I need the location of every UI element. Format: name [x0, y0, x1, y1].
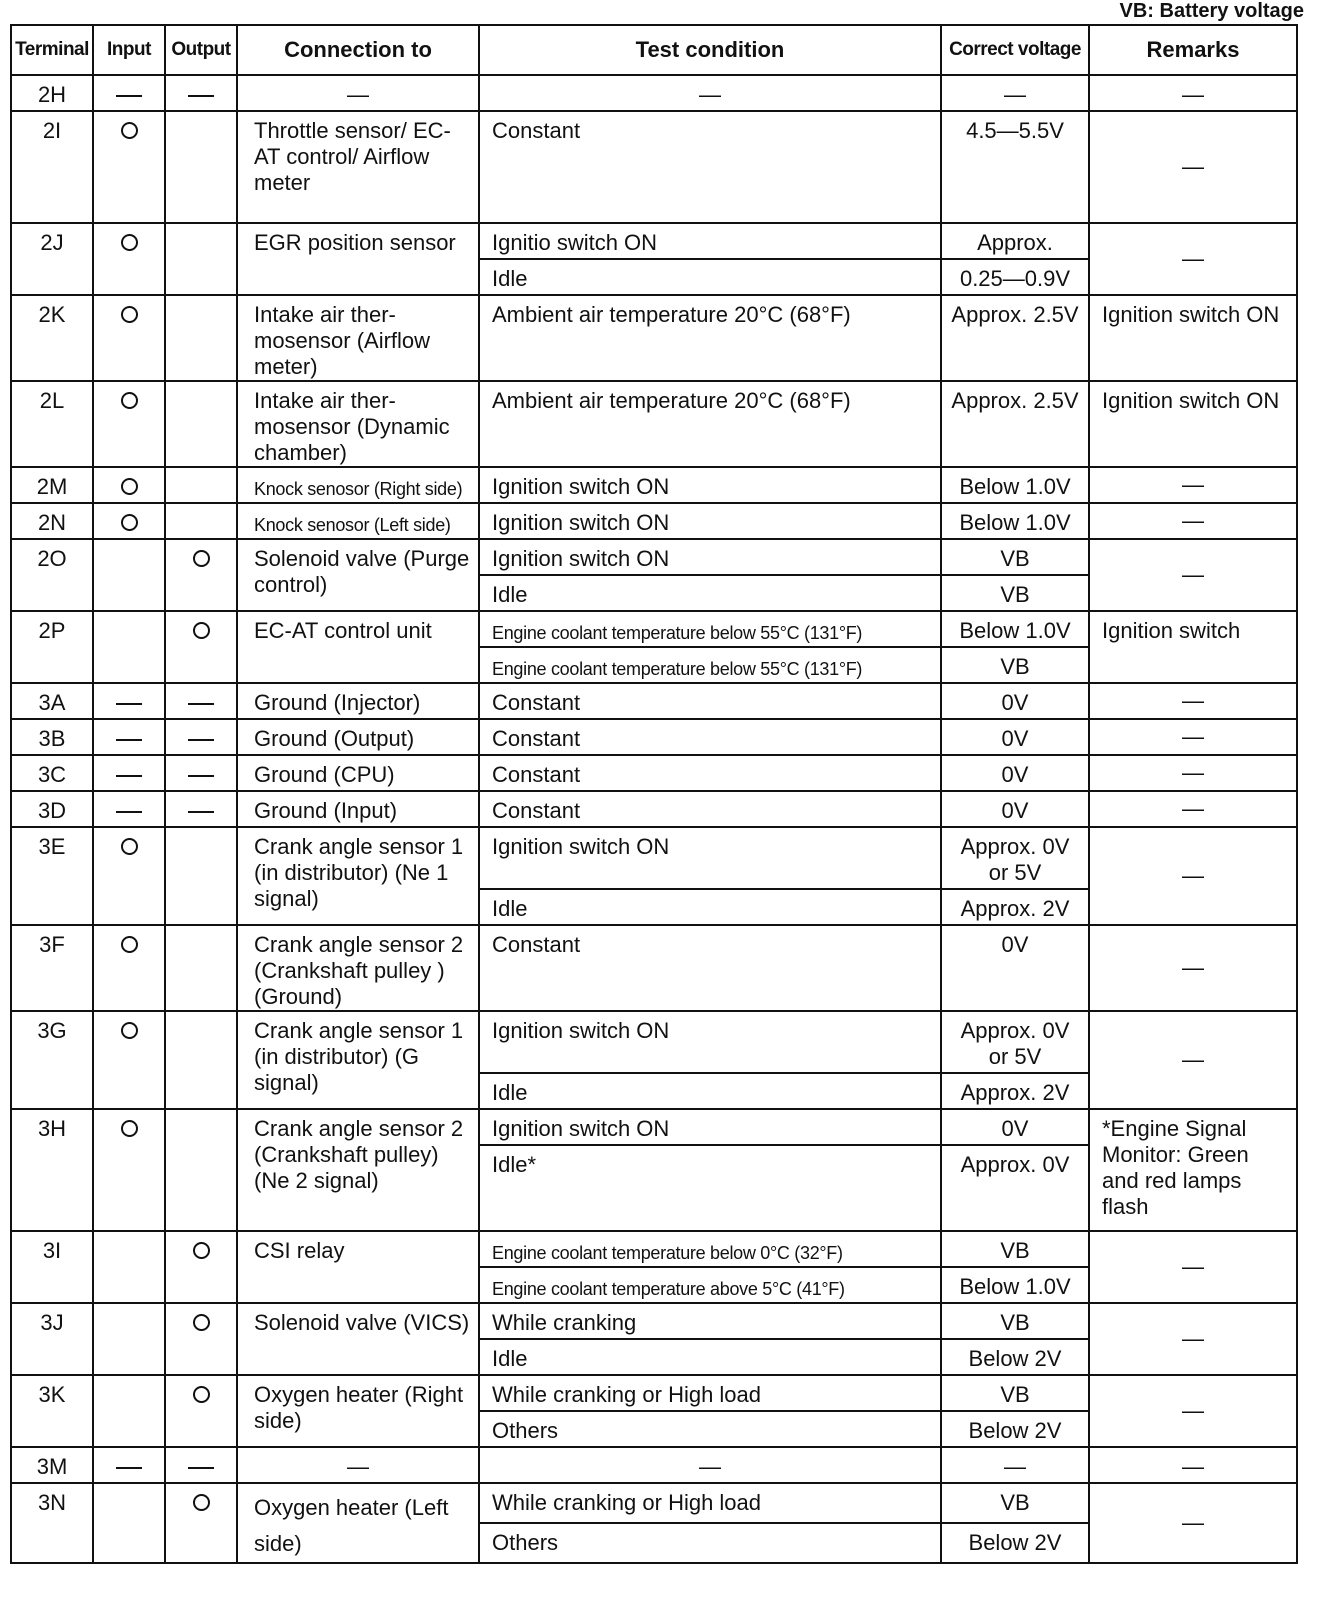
table-row	[11, 755, 1297, 791]
dash-mark	[116, 95, 142, 97]
dash-mark	[188, 703, 214, 705]
connection-cell: Knock senosor (Left side)	[237, 503, 479, 539]
battery-voltage-note: VB: Battery voltage	[1119, 0, 1304, 22]
header-connection: Connection to	[237, 25, 479, 75]
dash-mark	[116, 811, 142, 813]
voltage-cell: Below 1.0V	[941, 503, 1089, 539]
input-cell	[93, 1109, 165, 1231]
table-row	[11, 683, 1297, 719]
dash-mark	[188, 811, 214, 813]
remarks-cell: Ignition switch	[1089, 611, 1297, 683]
remarks-cell: —	[1089, 1483, 1297, 1563]
remarks-cell: —	[1089, 75, 1297, 111]
terminal-cell: 2I	[11, 111, 93, 223]
connection-cell: Crank angle sensor 1 (in distributor) (Ne 1 signal)	[237, 827, 479, 925]
voltage-cell: 0V	[941, 791, 1089, 827]
remarks-cell: —	[1089, 1447, 1297, 1483]
input-cell	[93, 755, 165, 791]
connection-cell: Ground (Output)	[237, 719, 479, 755]
test-cell: Engine coolant temperature below 0°C (32°F)	[479, 1231, 941, 1267]
table-row	[11, 791, 1297, 827]
input-circle-icon	[121, 392, 138, 409]
output-cell	[165, 1303, 237, 1375]
table-row	[11, 1375, 1297, 1411]
voltage-cell: VB	[941, 539, 1089, 575]
test-cell: Ignition switch ON	[479, 827, 941, 889]
terminal-cell: 3N	[11, 1483, 93, 1563]
remarks-cell: —	[1089, 925, 1297, 1011]
input-circle-icon	[121, 234, 138, 251]
test-cell: Constant	[479, 683, 941, 719]
output-cell	[165, 467, 237, 503]
table-row	[11, 1483, 1297, 1523]
dash-mark	[116, 1467, 142, 1469]
voltage-cell: Approx. 2.5V	[941, 295, 1089, 381]
table-row	[11, 827, 1297, 889]
test-cell: Idle	[479, 889, 941, 925]
output-cell	[165, 719, 237, 755]
voltage-cell: Approx. 2.5V	[941, 381, 1089, 467]
output-cell	[165, 539, 237, 611]
test-cell: Engine coolant temperature below 55°C (131°F)	[479, 611, 941, 647]
input-cell	[93, 1011, 165, 1109]
connection-cell: —	[237, 1447, 479, 1483]
test-cell: While cranking or High load	[479, 1483, 941, 1523]
output-cell	[165, 111, 237, 223]
voltage-cell: 0.25—0.9V	[941, 259, 1089, 295]
header-output: Output	[165, 25, 237, 75]
voltage-cell: —	[941, 1447, 1089, 1483]
connection-cell: Ground (Injector)	[237, 683, 479, 719]
terminal-cell: 3G	[11, 1011, 93, 1109]
voltage-cell: Approx. 2V	[941, 1073, 1089, 1109]
test-cell: While cranking	[479, 1303, 941, 1339]
terminal-cell: 3I	[11, 1231, 93, 1303]
connection-cell: Ground (Input)	[237, 791, 479, 827]
remarks-cell: —	[1089, 223, 1297, 295]
input-circle-icon	[121, 122, 138, 139]
remarks-cell: Ignition switch ON	[1089, 295, 1297, 381]
input-cell	[93, 1231, 165, 1303]
output-circle-icon	[193, 1386, 210, 1403]
table-row	[11, 503, 1297, 539]
voltage-cell: Approx. 0V	[941, 1145, 1089, 1231]
input-cell	[93, 503, 165, 539]
voltage-cell: 0V	[941, 719, 1089, 755]
dash-mark	[188, 1467, 214, 1469]
terminal-cell: 2M	[11, 467, 93, 503]
remarks-cell: —	[1089, 791, 1297, 827]
input-circle-icon	[121, 936, 138, 953]
output-circle-icon	[193, 1314, 210, 1331]
terminal-cell: 3A	[11, 683, 93, 719]
remarks-cell: —	[1089, 755, 1297, 791]
input-cell	[93, 295, 165, 381]
terminal-cell: 3M	[11, 1447, 93, 1483]
table-row	[11, 111, 1297, 223]
voltage-cell: Below 2V	[941, 1411, 1089, 1447]
connection-cell: Throttle sensor/ EC-AT control/ Airflow meter	[237, 111, 479, 223]
table-row	[11, 75, 1297, 111]
dash-mark	[188, 95, 214, 97]
output-cell	[165, 611, 237, 683]
table-row	[11, 1011, 1297, 1073]
terminal-cell: 3B	[11, 719, 93, 755]
terminal-cell: 2O	[11, 539, 93, 611]
terminal-cell: 2L	[11, 381, 93, 467]
input-circle-icon	[121, 838, 138, 855]
header-row	[11, 25, 1297, 75]
voltage-cell: 0V	[941, 683, 1089, 719]
connection-cell: —	[237, 75, 479, 111]
input-cell	[93, 1375, 165, 1447]
table-row	[11, 719, 1297, 755]
test-cell: Ignition switch ON	[479, 503, 941, 539]
connection-cell: Knock senosor (Right side)	[237, 467, 479, 503]
voltage-cell: VB	[941, 575, 1089, 611]
test-cell: Idle	[479, 575, 941, 611]
terminal-cell: 3J	[11, 1303, 93, 1375]
remarks-cell: —	[1089, 111, 1297, 223]
test-cell: Ambient air temperature 20°C (68°F)	[479, 295, 941, 381]
input-cell	[93, 111, 165, 223]
connection-cell: EGR position sensor	[237, 223, 479, 295]
input-cell	[93, 1303, 165, 1375]
test-cell: Idle*	[479, 1145, 941, 1231]
remarks-cell: —	[1089, 719, 1297, 755]
output-cell	[165, 503, 237, 539]
connection-cell: CSI relay	[237, 1231, 479, 1303]
terminal-cell: 3D	[11, 791, 93, 827]
output-cell	[165, 925, 237, 1011]
input-cell	[93, 719, 165, 755]
remarks-cell: —	[1089, 1231, 1297, 1303]
test-cell: Constant	[479, 925, 941, 1011]
connection-cell: Crank angle sensor 2 (Crankshaft pulley ) (Ground)	[237, 925, 479, 1011]
test-cell: —	[479, 1447, 941, 1483]
table-row	[11, 1109, 1297, 1145]
test-cell: While cranking or High load	[479, 1375, 941, 1411]
terminal-cell: 2H	[11, 75, 93, 111]
table-row	[11, 925, 1297, 1011]
table-row	[11, 381, 1297, 467]
output-cell	[165, 755, 237, 791]
remarks-cell: —	[1089, 1011, 1297, 1109]
voltage-cell: Approx.	[941, 223, 1089, 259]
connection-cell: Solenoid valve (VICS)	[237, 1303, 479, 1375]
dash-mark	[116, 739, 142, 741]
input-cell	[93, 683, 165, 719]
voltage-cell: Below 1.0V	[941, 467, 1089, 503]
output-cell	[165, 827, 237, 925]
connection-cell: Crank angle sensor 1 (in distributor) (G signal)	[237, 1011, 479, 1109]
output-cell	[165, 1375, 237, 1447]
voltage-cell: Below 1.0V	[941, 1267, 1089, 1303]
input-circle-icon	[121, 478, 138, 495]
header-remarks: Remarks	[1089, 25, 1297, 75]
voltage-cell: 0V	[941, 925, 1089, 1011]
output-circle-icon	[193, 622, 210, 639]
voltage-cell: VB	[941, 1375, 1089, 1411]
voltage-cell: VB	[941, 1303, 1089, 1339]
input-cell	[93, 539, 165, 611]
input-circle-icon	[121, 1022, 138, 1039]
test-cell: Constant	[479, 719, 941, 755]
test-cell: Idle	[479, 1073, 941, 1109]
output-cell	[165, 683, 237, 719]
input-circle-icon	[121, 306, 138, 323]
input-cell	[93, 1483, 165, 1563]
header-test-condition: Test condition	[479, 25, 941, 75]
remarks-cell: —	[1089, 539, 1297, 611]
input-circle-icon	[121, 1120, 138, 1137]
test-cell: Ignition switch ON	[479, 1011, 941, 1073]
test-cell: Constant	[479, 111, 941, 223]
voltage-cell: 0V	[941, 1109, 1089, 1145]
voltage-cell: VB	[941, 647, 1089, 683]
test-cell: Ambient air temperature 20°C (68°F)	[479, 381, 941, 467]
remarks-cell: Ignition switch ON	[1089, 381, 1297, 467]
remarks-cell: —	[1089, 1303, 1297, 1375]
header-terminal: Terminal	[11, 25, 93, 75]
remarks-cell: *Engine Signal Monitor: Green and red lamps flash	[1089, 1109, 1297, 1231]
test-cell: Others	[479, 1523, 941, 1563]
header-input: Input	[93, 25, 165, 75]
input-cell	[93, 223, 165, 295]
terminal-cell: 3C	[11, 755, 93, 791]
connection-cell: Intake air ther- mosensor (Airflow meter)	[237, 295, 479, 381]
input-cell	[93, 1447, 165, 1483]
terminal-cell: 2N	[11, 503, 93, 539]
input-cell	[93, 611, 165, 683]
table-row	[11, 1303, 1297, 1339]
connection-cell: EC-AT control unit	[237, 611, 479, 683]
output-cell	[165, 1011, 237, 1109]
table-row	[11, 1447, 1297, 1483]
input-cell	[93, 791, 165, 827]
terminal-cell: 3E	[11, 827, 93, 925]
output-cell	[165, 223, 237, 295]
output-cell	[165, 1109, 237, 1231]
header-correct-voltage: Correct voltage	[941, 25, 1089, 75]
test-cell: Idle	[479, 1339, 941, 1375]
remarks-cell: —	[1089, 503, 1297, 539]
voltage-cell: Approx. 0V or 5V	[941, 1011, 1089, 1073]
test-cell: Constant	[479, 791, 941, 827]
output-cell	[165, 75, 237, 111]
output-cell	[165, 1483, 237, 1563]
voltage-cell: Below 1.0V	[941, 611, 1089, 647]
remarks-cell: —	[1089, 827, 1297, 925]
voltage-cell: VB	[941, 1483, 1089, 1523]
table-row	[11, 611, 1297, 647]
input-cell	[93, 75, 165, 111]
voltage-cell: —	[941, 75, 1089, 111]
output-cell	[165, 791, 237, 827]
terminal-voltage-table	[10, 24, 1298, 1564]
test-cell: —	[479, 75, 941, 111]
test-cell: Constant	[479, 755, 941, 791]
dash-mark	[188, 775, 214, 777]
voltage-cell: Approx. 0V or 5V	[941, 827, 1089, 889]
terminal-cell: 3H	[11, 1109, 93, 1231]
table-row	[11, 539, 1297, 575]
table-row	[11, 223, 1297, 259]
terminal-cell: 2P	[11, 611, 93, 683]
output-circle-icon	[193, 550, 210, 567]
terminal-cell: 2J	[11, 223, 93, 295]
dash-mark	[116, 775, 142, 777]
output-circle-icon	[193, 1494, 210, 1511]
test-cell: Engine coolant temperature above 5°C (41°F)	[479, 1267, 941, 1303]
test-cell: Idle	[479, 259, 941, 295]
remarks-cell: —	[1089, 1375, 1297, 1447]
terminal-cell: 3K	[11, 1375, 93, 1447]
table-row	[11, 467, 1297, 503]
connection-cell: Ground (CPU)	[237, 755, 479, 791]
output-cell	[165, 295, 237, 381]
voltage-cell: Below 2V	[941, 1523, 1089, 1563]
test-cell: Engine coolant temperature below 55°C (131°F)	[479, 647, 941, 683]
output-cell	[165, 1231, 237, 1303]
connection-cell: Solenoid valve (Purge control)	[237, 539, 479, 611]
input-circle-icon	[121, 514, 138, 531]
remarks-cell: —	[1089, 467, 1297, 503]
voltage-cell: VB	[941, 1231, 1089, 1267]
test-cell: Ignition switch ON	[479, 467, 941, 503]
remarks-cell: —	[1089, 683, 1297, 719]
input-cell	[93, 381, 165, 467]
input-cell	[93, 467, 165, 503]
input-cell	[93, 925, 165, 1011]
voltage-cell: Below 2V	[941, 1339, 1089, 1375]
output-cell	[165, 1447, 237, 1483]
table-row	[11, 1231, 1297, 1267]
test-cell: Ignition switch ON	[479, 539, 941, 575]
voltage-cell: Approx. 2V	[941, 889, 1089, 925]
terminal-cell: 2K	[11, 295, 93, 381]
voltage-cell: 0V	[941, 755, 1089, 791]
connection-cell: Oxygen heater (Left side)	[237, 1483, 479, 1563]
connection-cell: Crank angle sensor 2 (Crankshaft pulley) (Ne 2 signal)	[237, 1109, 479, 1231]
test-cell: Others	[479, 1411, 941, 1447]
dash-mark	[116, 703, 142, 705]
terminal-cell: 3F	[11, 925, 93, 1011]
table-row	[11, 295, 1297, 381]
connection-cell: Intake air ther- mosensor (Dynamic chamber)	[237, 381, 479, 467]
output-circle-icon	[193, 1242, 210, 1259]
test-cell: Ignitio switch ON	[479, 223, 941, 259]
connection-cell: Oxygen heater (Right side)	[237, 1375, 479, 1447]
test-cell: Ignition switch ON	[479, 1109, 941, 1145]
output-cell	[165, 381, 237, 467]
input-cell	[93, 827, 165, 925]
dash-mark	[188, 739, 214, 741]
voltage-cell: 4.5—5.5V	[941, 111, 1089, 223]
